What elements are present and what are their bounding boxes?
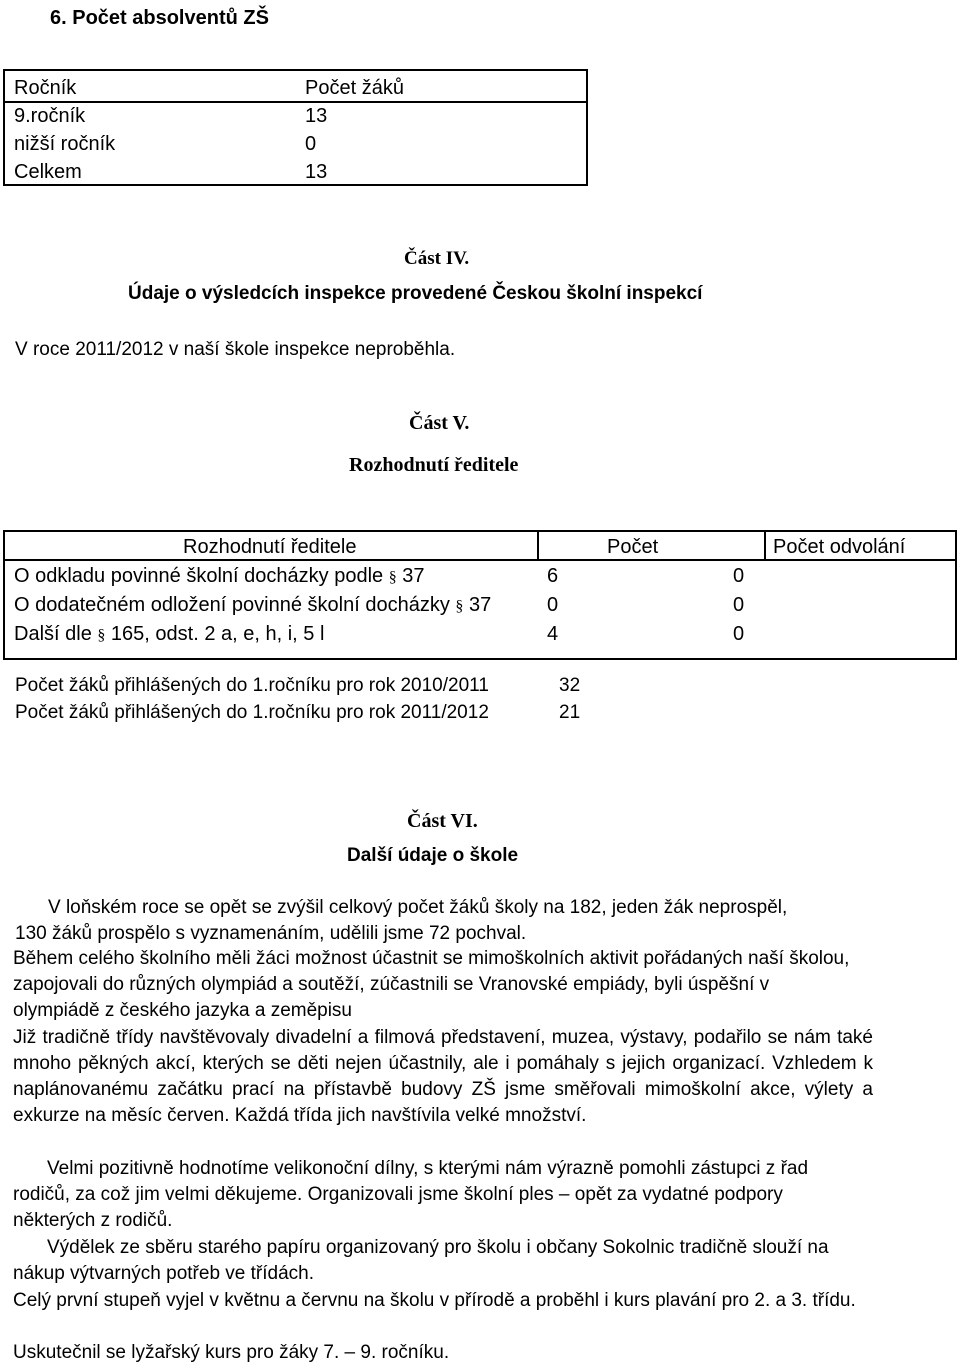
table-divider xyxy=(5,101,586,103)
paragraph: Celý první stupeň vyjel v květnu a červnu na školu v přírodě a proběhl i kurs plavání pro 2. a 3. třídu. xyxy=(13,1290,856,1311)
enrollment-label: Počet žáků přihlášených do 1.ročníku pro rok 2010/2011 xyxy=(15,675,489,696)
table-cell: 0 xyxy=(547,594,559,616)
paragraph: Velmi pozitivně hodnotíme velikonoční dílny, s kterými nám výrazně pomohli zástupci z řad rodičů, za což jim velmi děkujeme. Organizovali jsme školní ples – opět za vydatné podpory některých z rodičů. xyxy=(13,1158,809,1231)
row-label: Další dle xyxy=(14,623,98,645)
table-divider xyxy=(5,559,955,561)
row-label: O dodatečném odložení povinné školní docházky xyxy=(14,594,456,616)
table-cell xyxy=(14,595,491,615)
paragraph: Výdělek ze sběru starého papíru organizovaný pro školu i občany Sokolnic tradičně slouží na nákup výtvarných potřeb ve třídách. xyxy=(13,1237,829,1284)
row-label: 165, odst. 2 a, e, h, i, 5 l xyxy=(105,623,325,645)
enrollment-value: 21 xyxy=(559,702,581,723)
section-title: 6. Počet absolventů ZŠ xyxy=(50,7,269,29)
table-divider xyxy=(764,532,766,561)
part-v-subheading: Rozhodnutí ředitele xyxy=(349,454,519,476)
table-cell: 0 xyxy=(733,565,745,587)
table-cell: 9.ročník xyxy=(14,105,86,127)
table-cell: 13 xyxy=(305,161,328,183)
table-cell: 0 xyxy=(733,594,745,616)
table-cell xyxy=(14,566,425,586)
table-header-cell: Počet žáků xyxy=(305,77,404,99)
enrollment-value: 32 xyxy=(559,675,581,696)
section-sign: § xyxy=(388,569,397,586)
part-vi-subheading: Další údaje o škole xyxy=(347,845,519,866)
table-header-cell: Počet xyxy=(607,536,659,558)
table-cell: 6 xyxy=(547,565,559,587)
decisions-table xyxy=(3,530,957,660)
part-v-heading: Část V. xyxy=(409,412,470,434)
paragraph: Uskutečnil se lyžařský kurs pro žáky 7. – 9. ročníku. xyxy=(13,1342,450,1363)
part-iv-text: V roce 2011/2012 v naší škole inspekce neproběhla. xyxy=(15,339,456,360)
part-vi-heading: Část VI. xyxy=(407,810,478,832)
table-cell: 13 xyxy=(305,105,328,127)
table-header-cell: Ročník xyxy=(14,77,77,99)
table-cell xyxy=(14,624,324,644)
table-header-cell: Počet odvolání xyxy=(773,536,906,558)
enrollment-label: Počet žáků přihlášených do 1.ročníku pro rok 2011/2012 xyxy=(15,702,489,723)
graduates-table xyxy=(3,69,588,186)
row-label: 37 xyxy=(396,565,425,587)
paragraph: V loňském roce se opět se zvýšil celkový počet žáků školy na 182, jeden žák neprospěl, xyxy=(48,897,788,918)
table-divider xyxy=(537,532,539,561)
table-header-cell: Rozhodnutí ředitele xyxy=(183,536,357,558)
table-cell: 4 xyxy=(547,623,559,645)
part-iv-subheading: Údaje o výsledcích inspekce provedené Českou školní inspekcí xyxy=(128,283,703,304)
table-cell: nižší ročník xyxy=(14,133,116,155)
section-sign: § xyxy=(455,598,464,615)
section-sign: § xyxy=(97,627,106,644)
row-label: O odkladu povinné školní docházky podle xyxy=(14,565,389,587)
paragraph: 130 žáků prospělo s vyznamenáním, udělili jsme 72 pochval. xyxy=(15,923,527,944)
table-cell: Celkem xyxy=(14,161,82,183)
part-iv-heading: Část IV. xyxy=(404,248,470,269)
paragraph: Během celého školního měli žáci možnost účastnit se mimoškolních aktivit pořádaných naší školou, zapojovali do různých olympiád a soutěží, zúčastnili se Vranovské empiády, byli úspěšní v olympiádě z českého jazyka a zeměpisu xyxy=(13,948,850,1021)
table-cell: 0 xyxy=(305,133,317,155)
row-label: 37 xyxy=(463,594,492,616)
table-cell: 0 xyxy=(733,623,745,645)
paragraph: Již tradičně třídy navštěvovaly divadelní a filmová představení, muzea, výstavy, podařilo se nám také mnoho pěkných akcí, kterých se děti nejen účastnily, ale i pomáhaly s jejich organizací. Vzhledem k naplánovanému začátku prací na přístavbě budovy ZŠ jsme směřovali mimoškolní akce, výlety a exkurze na měsíc červen. Každá třída jich navštívila velké množství. xyxy=(13,1027,873,1126)
